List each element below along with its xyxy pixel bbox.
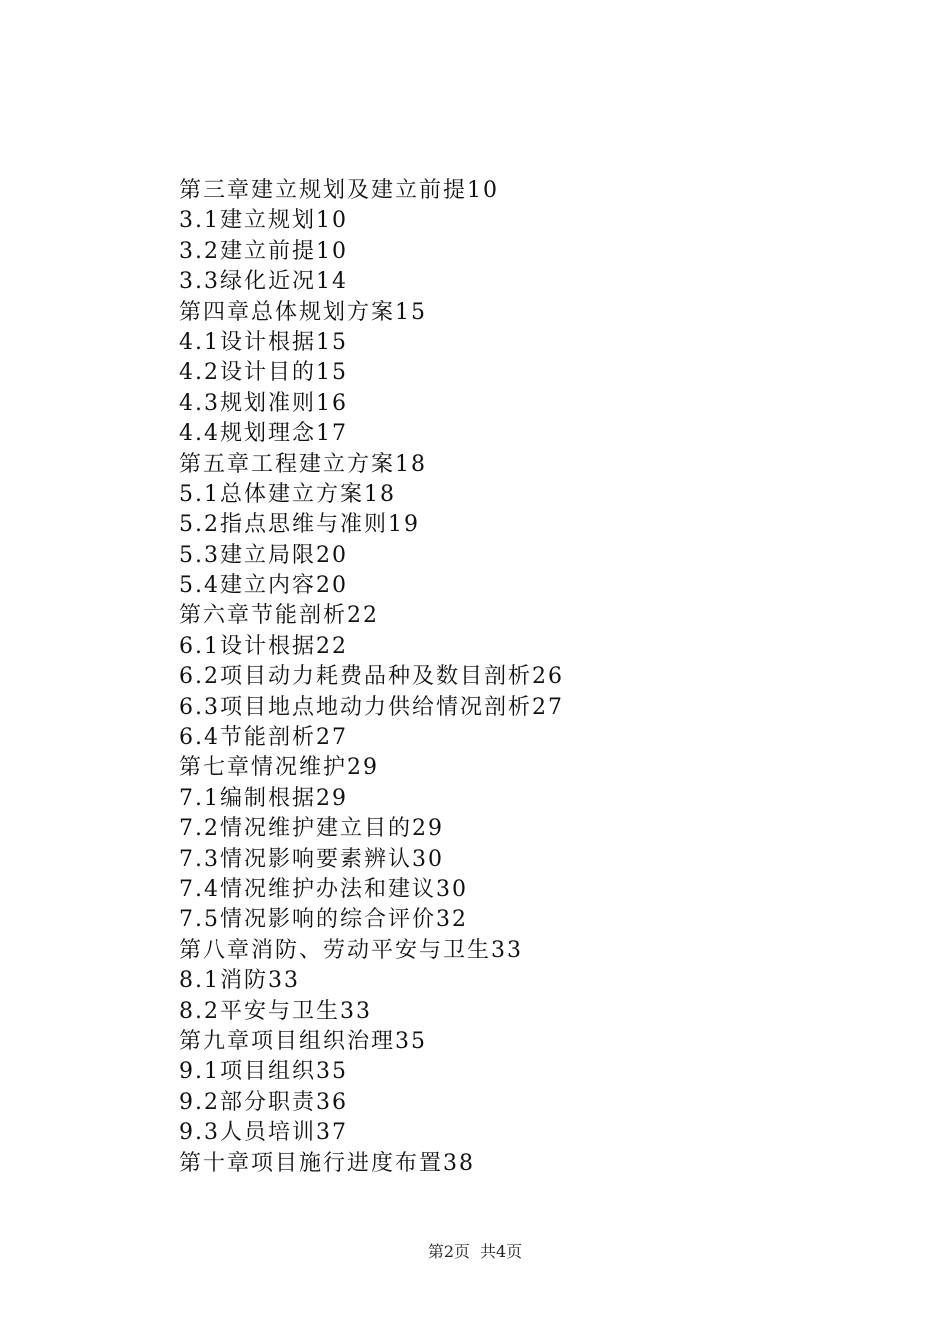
toc-item-7-2: 7.2情况维护建立目的29 [179,816,444,842]
toc-item-6-1: 6.1设计根据22 [179,633,348,659]
toc-item-8-2: 8.2平安与卫生33 [179,998,372,1024]
toc-item-9-1: 9.1项目组织35 [179,1059,348,1085]
toc-chapter-5: 第五章工程建立方案18 [179,451,427,477]
toc-item-9-2: 9.2部分职责36 [179,1089,348,1115]
toc-item-4-4: 4.4规划理念17 [179,421,348,447]
toc-item-9-3: 9.3人员培训37 [179,1120,348,1146]
page-footer [0,1242,950,1262]
toc-chapter-7: 第七章情况维护29 [179,755,379,781]
toc-item-7-4: 7.4情况维护办法和建议30 [179,876,468,902]
toc-item-5-2: 5.2指点思维与准则19 [179,512,420,538]
toc-item-4-2: 4.2设计目的15 [179,360,348,386]
page-total: 共4页 [480,1242,523,1261]
toc-item-5-4: 5.4建立内容20 [179,573,348,599]
toc-item-4-3: 4.3规划准则16 [179,390,348,416]
page-number: 第2页 [427,1242,470,1261]
toc-item-3-1: 3.1建立规划10 [179,208,348,234]
table-of-contents [179,176,879,1179]
toc-item-6-2: 6.2项目动力耗费品种及数目剖析26 [179,664,564,690]
toc-item-5-3: 5.3建立局限20 [179,542,348,568]
toc-item-6-4: 6.4节能剖析27 [179,725,348,751]
toc-item-7-5: 7.5情况影响的综合评价32 [179,907,468,933]
toc-chapter-10: 第十章项目施行进度布置38 [179,1150,475,1176]
toc-chapter-6: 第六章节能剖析22 [179,603,379,629]
toc-item-3-3: 3.3绿化近况14 [179,269,348,295]
toc-chapter-3: 第三章建立规划及建立前提10 [179,178,499,203]
toc-item-7-3: 7.3情况影响要素辨认30 [179,846,444,872]
toc-chapter-4: 第四章总体规划方案15 [179,299,427,325]
toc-item-4-1: 4.1设计根据15 [179,329,348,355]
toc-item-5-1: 5.1总体建立方案18 [179,481,396,507]
toc-item-6-3: 6.3项目地点地动力供给情况剖析27 [179,694,564,720]
toc-item-7-1: 7.1编制根据29 [179,785,348,811]
toc-item-3-2: 3.2建立前提10 [179,238,348,264]
toc-item-8-1: 8.1消防33 [179,968,300,994]
toc-chapter-9: 第九章项目组织治理35 [179,1028,427,1054]
toc-chapter-8: 第八章消防、劳动平安与卫生33 [179,937,523,963]
